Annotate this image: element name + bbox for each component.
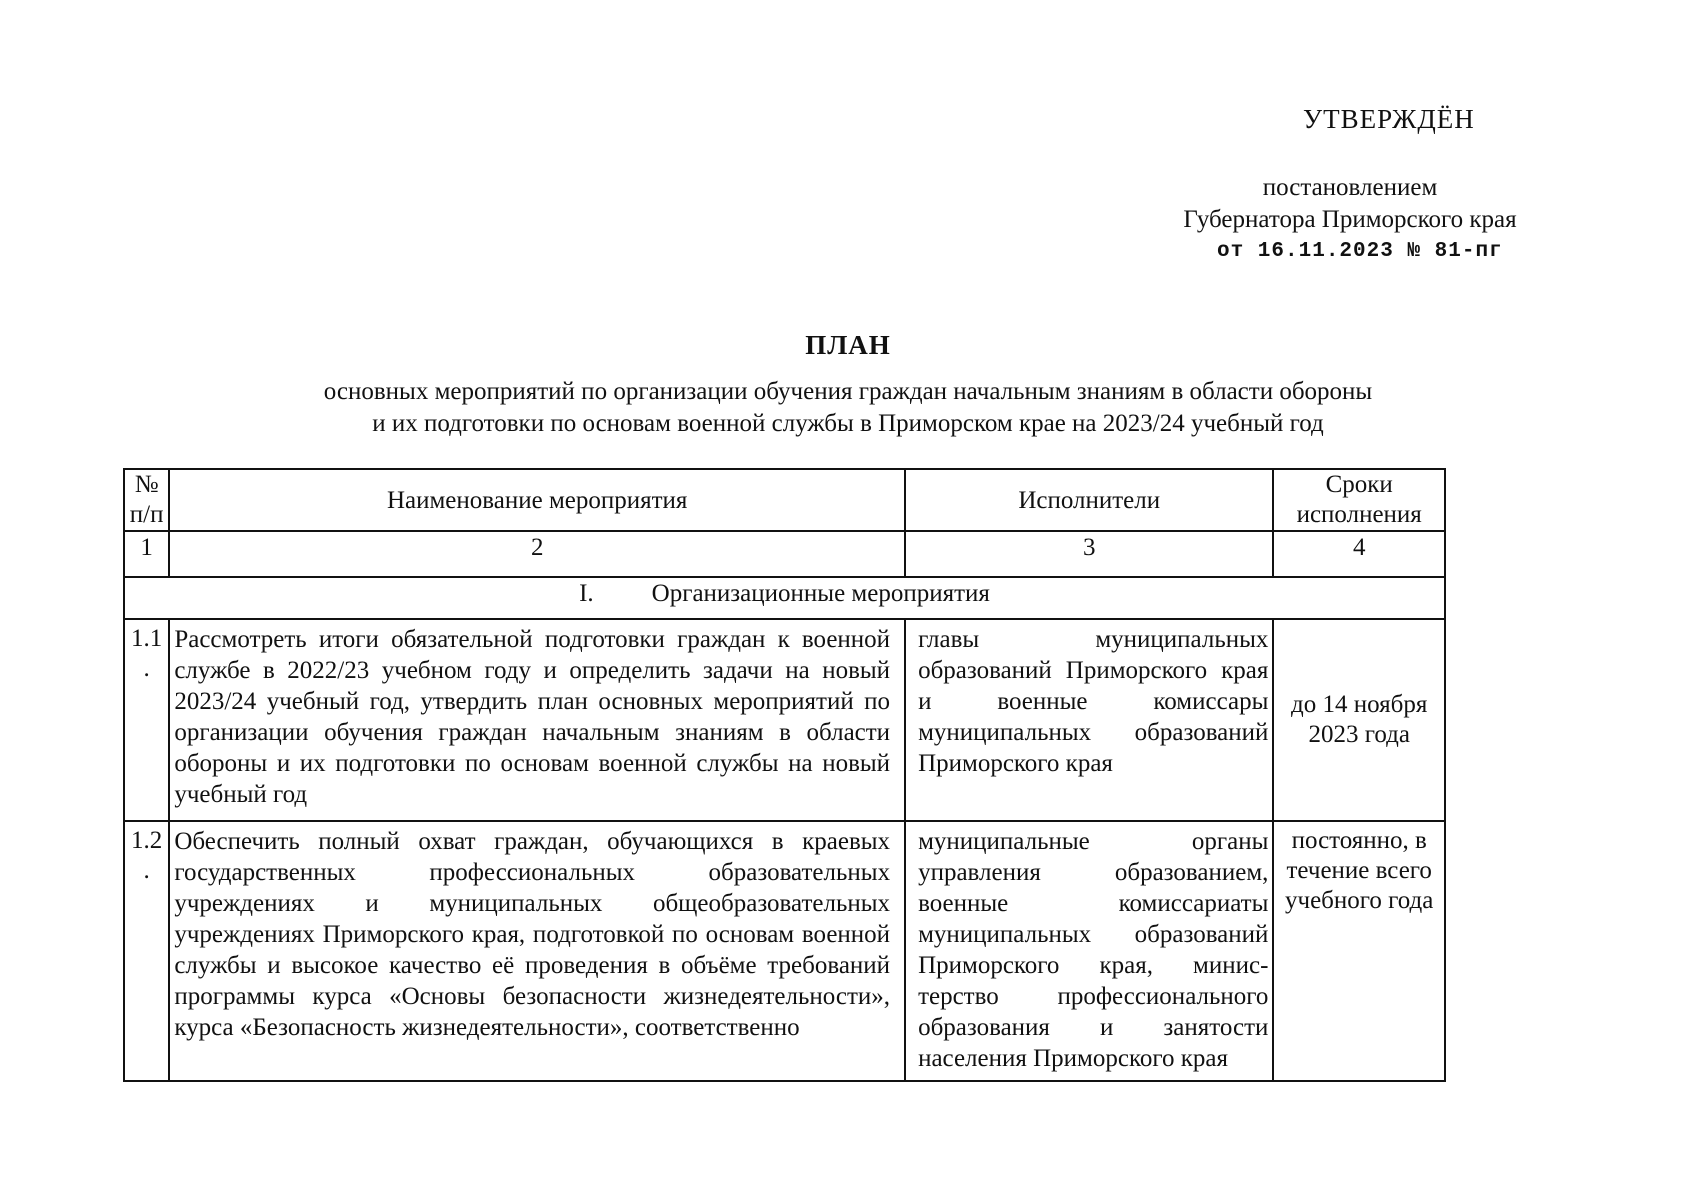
header-number-sign: № xyxy=(134,471,159,498)
section-numeral: I. xyxy=(579,580,594,607)
row-number xyxy=(124,619,169,821)
row-executors: главы муниципальных образований Приморского края и военные комиссары муниципальных образований Приморского края xyxy=(905,619,1273,821)
row-number-main: 1.1 xyxy=(131,625,163,652)
document-title: ПЛАН xyxy=(805,330,891,360)
header-term xyxy=(1273,469,1445,531)
document-subtitle-line1: основных мероприятий по организации обучения граждан начальным знаниям в области обороны xyxy=(323,378,1373,405)
row-number-dot: . xyxy=(143,857,150,884)
column-number-4: 4 xyxy=(1273,531,1445,577)
document-subtitle-line2: и их подготовки по основам военной службы в Приморском крае на 2023/24 учебный год xyxy=(372,410,1324,437)
row-number xyxy=(124,821,169,1081)
plan-table xyxy=(123,468,1446,1082)
section-title: Организационные мероприятия xyxy=(651,580,990,607)
table-row xyxy=(124,821,1445,1081)
row-executors: муниципальные органы управления образованием, военные комиссариаты муниципальных образований Приморского края, минис-терство профессионального образования и занятости населения Приморского края xyxy=(905,821,1273,1081)
approval-by: постановлением xyxy=(1262,174,1438,201)
header-executors: Исполнители xyxy=(905,469,1273,531)
header-term-bottom: исполнения xyxy=(1296,501,1422,528)
column-number-1: 1 xyxy=(124,531,169,577)
column-numbers-row xyxy=(124,531,1445,577)
decree-date-number: от 16.11.2023 № 81-пг xyxy=(1217,240,1503,263)
column-number-2: 2 xyxy=(169,531,905,577)
row-term: постоянно, в течение всего учебного года xyxy=(1273,821,1445,1081)
row-number-dot: . xyxy=(143,655,150,682)
row-number-main: 1.2 xyxy=(131,827,163,854)
column-number-3: 3 xyxy=(905,531,1273,577)
header-number-pp: п/п xyxy=(129,501,164,528)
row-activity-name: Рассмотреть итоги обязательной подготовки граждан к военной службе в 2022/23 учебном году и определить задачи на новый 2023/24 учебный год, утвердить план основных мероприятий по организации обучения граждан начальным знаниям в области обороны и их подготовки по основам военной службы на новый учебный год xyxy=(169,619,905,821)
section-row xyxy=(124,577,1445,619)
header-name: Наименование мероприятия xyxy=(169,469,905,531)
table-header-row xyxy=(124,469,1445,531)
header-term-top: Сроки xyxy=(1325,471,1393,498)
row-activity-name: Обеспечить полный охват граждан, обучающихся в краевых государственных профессиональных образовательных учреждениях и муниципальных общеобразовательных учреждениях Приморского края, подготовкой по основам военной службы и высокое качество её проведения в объёме требований программы курса «Основы безопасности жизнедеятельности», курса «Безопасность жизнедеятельности», соответственно xyxy=(169,821,905,1081)
approval-authority: Губернатора Приморского края xyxy=(1183,206,1517,233)
table-row xyxy=(124,619,1445,821)
approved-heading: УТВЕРЖДЁН xyxy=(1303,104,1475,134)
row-term: до 14 ноября 2023 года xyxy=(1273,619,1445,821)
header-number xyxy=(124,469,169,531)
section-heading xyxy=(124,577,1445,619)
